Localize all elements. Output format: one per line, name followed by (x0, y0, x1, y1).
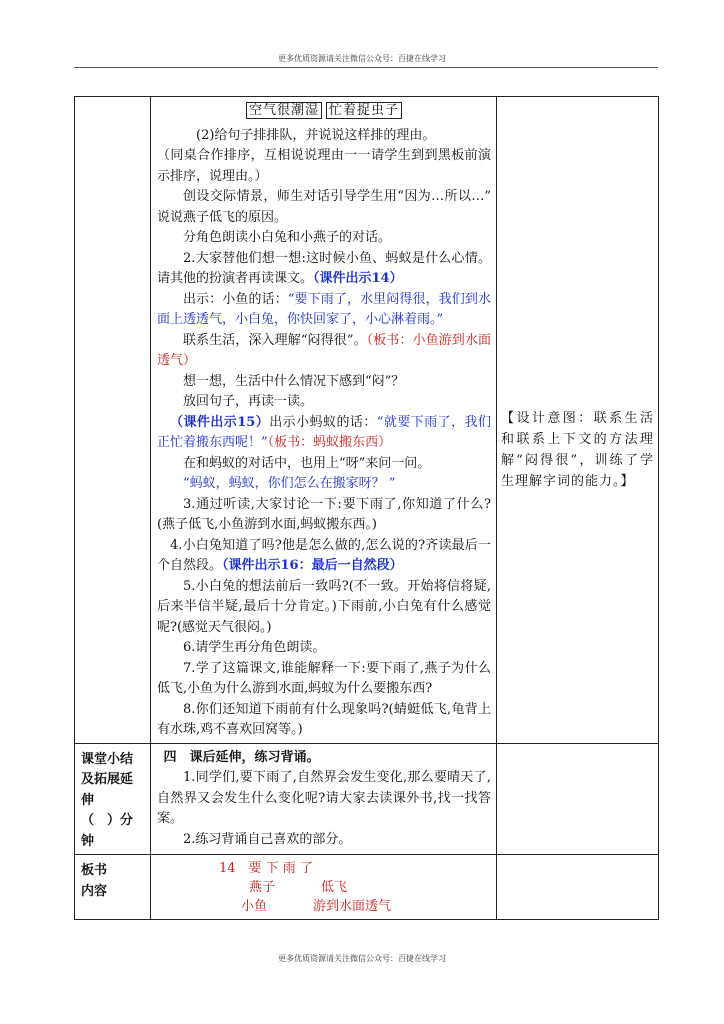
step-3: 3.通过听读,大家讨论一下:要下雨了,你知道了什么?(燕子低飞,小鱼游到水面,蚂蚁搬东西。) (157, 496, 491, 532)
row-label-empty (75, 97, 151, 744)
lesson-plan-table (74, 96, 659, 920)
board-note-empty (497, 855, 659, 920)
summary-content-cell (151, 743, 497, 855)
step-5: 5.小白兔的想法前后一致吗?(不一致。开始将信将疑,后来半信半疑,最后十分肯定。)下雨前,小白兔有什么感觉呢?(感觉天气很闷。) (157, 578, 491, 635)
ant-question: “蚂蚁，蚂蚁，你们怎么在搬家呀？ ” (183, 476, 396, 491)
step-4 (157, 536, 491, 577)
step-4-text: 4.小白兔知道了吗?他是怎么做的,怎么说的?齐读最后一个自然段。 (157, 537, 491, 573)
summary-label-cell (75, 743, 151, 855)
board-label-2: 内容 (81, 883, 108, 899)
design-note: 【设计意图：联系生活和联系上下文的方法理解“闷得很”，训练了学生理解字词的能力。】 (501, 410, 654, 489)
courseware-14: （课件出示14） (313, 271, 403, 286)
board-swallow: 燕子 (249, 880, 276, 895)
teaching-steps-cell (151, 97, 497, 744)
ant-dialogue: 在和蚂蚁的对话中，也用上“呀”来问一问。 (183, 455, 431, 471)
step-8: 8.你们还知道下雨前有什么现象吗?(蜻蜓低飞,龟背上有水珠,鸡不喜欢回窝等。) (157, 701, 491, 737)
courseware-16: （课件出示16：最后一自然段） (222, 558, 403, 573)
boxed-words (157, 101, 491, 122)
think-stuffy: 想一想，生活中什么情况下感到“闷”？ (183, 373, 405, 389)
ant-quote-text: “就要下雨了，我们正忙着搬东西呢！” (157, 414, 491, 450)
step-role-reading: 分角色朗读小白兔和小燕子的对话。 (183, 230, 392, 245)
boxed-word-catching-bugs: 忙着捉虫子 (326, 102, 402, 119)
design-note-cell (497, 97, 659, 744)
page-footer-text: 更多优质资源请关注微信公众号：百捷在线学习 (278, 954, 446, 963)
blackboard-layout (151, 859, 496, 917)
summary-item-1: 1.同学们,要下雨了,自然界会发生变化,那么要晴天了,自然界又会发生什么变化呢?请大家去读课外书,找一找答案。 (157, 770, 491, 826)
step-dialogue-scenario: 创设交际情景，师生对话引导学生用“因为…所以…” 说说燕子低飞的原因。 (157, 189, 491, 225)
reread-sentence: 放回句子，再读一读。 (183, 394, 314, 409)
courseware-15: （课件出示15） (170, 414, 270, 430)
summary-label-3: 伸 (81, 792, 95, 808)
board-content-cell (151, 855, 497, 920)
step-pair-work: （同桌合作排序，互相说说理由一一请学生到到黑板前演示排序，说理由。） (157, 148, 491, 184)
step-sentence-order: (2)给句子排排队，并说说这样排的理由。 (196, 127, 436, 143)
ant-quote (157, 413, 491, 454)
understand-stuffy-text: 联系生活，深入理解“闷得很”。 (183, 332, 367, 348)
step-2-text: 2.大家替他们想一想:这时候小鱼、蚂蚁是什么心情。请其他的扮演者再读课文。 (157, 250, 491, 286)
summary-note-empty (497, 743, 659, 855)
board-swallow-action: 低飞 (321, 880, 348, 895)
summary-row (75, 743, 659, 855)
summary-label-4: （ ）分 (81, 813, 134, 828)
step-7: 7.学了这篇课文,谁能解释一下:要下雨了,燕子为什么低飞,小鱼为什么游到水面,蚂蚁为什么要搬东西? (157, 660, 491, 696)
board-label-cell (75, 855, 151, 920)
fish-quote (157, 290, 491, 331)
fish-quote-lead: 出示：小鱼的话： (183, 291, 288, 307)
board-row (75, 855, 659, 920)
summary-label-2: 及拓展延 (81, 772, 134, 787)
summary-item-2: 2.练习背诵自己喜欢的部分。 (183, 831, 352, 847)
ant-quote-lead: 出示小蚂蚁的话： (269, 414, 377, 430)
header-rule (74, 67, 658, 68)
board-note-ant: （板书：蚂蚁搬东西） (267, 435, 392, 450)
fish-quote-text: “要下雨了，水里闷得很，我们到水面上透透气，小白兔，你快回家了，小心淋着雨。” (157, 291, 491, 327)
board-label-1: 板书 (81, 863, 108, 878)
summary-heading: 四 课后延伸，练习背诵。 (163, 749, 320, 765)
board-note-fish: （板书：小鱼游到水面透气） (157, 332, 491, 368)
step-6: 6.请学生再分角色朗读。 (183, 640, 326, 655)
summary-label-1: 课堂小结 (81, 751, 134, 767)
boxed-word-humid: 空气很潮湿 (246, 102, 322, 119)
understand-stuffy (157, 331, 491, 372)
board-title: 14 要 下 雨 了 (219, 861, 313, 876)
teaching-process-row (75, 97, 659, 744)
board-fish: 小鱼 (241, 899, 268, 914)
page-header-text: 更多优质资源请关注微信公众号：百捷在线学习 (278, 54, 446, 63)
summary-label-5: 钟 (81, 833, 95, 849)
board-fish-action: 游到水面透气 (313, 899, 392, 914)
step-2 (157, 249, 491, 290)
